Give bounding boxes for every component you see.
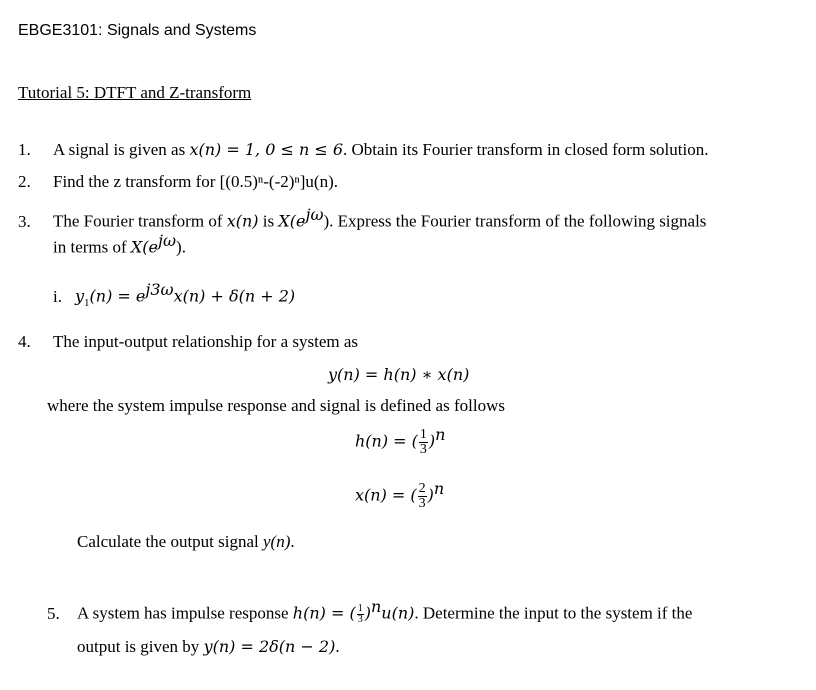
question-text: Calculate the output signal: [77, 532, 264, 551]
question-3-line-2: [53, 231, 186, 258]
impulse-response-equation: [355, 425, 445, 457]
question-text: ).: [176, 237, 186, 257]
question-text: The input-output relationship for a system as: [53, 332, 358, 351]
question-3: [18, 205, 706, 232]
fraction: [418, 482, 427, 511]
math-expression: X(e: [130, 237, 159, 257]
question-number: 4.: [18, 332, 31, 351]
math-exponent: jω: [158, 231, 177, 250]
input-signal-equation: [355, 479, 444, 511]
question-text: . Obtain its Fourier transform in closed form solution.: [343, 140, 709, 159]
math-expression: y(n) = 2δ(n − 2): [203, 637, 336, 656]
question-text: is: [258, 211, 279, 231]
subitem-label: i.: [53, 286, 62, 306]
math-expression: X(e: [278, 211, 306, 231]
convolution-equation: y(n) = h(n) ∗ x(n): [328, 365, 470, 384]
question-text: The Fourier transform of: [53, 211, 227, 231]
math-expression: x(n) = 1, 0 ≤ n ≤ 6: [189, 140, 344, 159]
question-text: in terms of: [53, 237, 131, 257]
math-expression: h(n) = (: [355, 431, 418, 451]
question-text: .: [290, 532, 295, 551]
fraction-numerator: 2: [418, 481, 426, 497]
question-text: A signal is given as: [53, 140, 190, 159]
question-text: . Determine the input to the system if the: [414, 603, 693, 623]
question-number: 2.: [18, 172, 31, 191]
math-expression: (n) = e: [89, 286, 146, 306]
question-4-calculate: [77, 532, 295, 552]
question-5: [47, 597, 692, 625]
math-expression: ): [364, 603, 371, 623]
math-exponent: n: [435, 425, 446, 444]
math-exponent: j3ω: [145, 280, 174, 299]
fraction-denominator: 3: [357, 614, 363, 626]
question-3-subitem: [53, 280, 295, 309]
fraction-denominator: 3: [418, 496, 426, 512]
math-expression: y(n): [263, 532, 291, 551]
fraction-numerator: 1: [357, 603, 363, 615]
math-expression: h(n) = (: [292, 603, 356, 623]
question-2: [18, 172, 338, 192]
fraction-denominator: 3: [419, 442, 427, 458]
tutorial-title: Tutorial 5: DTFT and Z-transform: [18, 83, 252, 102]
question-number: 1.: [18, 140, 31, 159]
math-expression: x(n): [226, 211, 259, 231]
math-exponent: n: [370, 597, 382, 616]
question-text: ). Express the Fourier transform of the following signals: [323, 211, 707, 231]
question-number: 3.: [18, 211, 31, 231]
question-text: A system has impulse response: [77, 603, 293, 623]
math-expression: ): [427, 485, 434, 505]
question-4: [18, 332, 358, 352]
math-expression: y: [75, 286, 85, 306]
fraction: [419, 428, 428, 457]
question-text: output is given by: [77, 637, 204, 656]
question-number: 5.: [47, 603, 60, 623]
question-text: .: [335, 637, 340, 656]
question-text: Find the z transform for [(0.5)ⁿ-(-2)ⁿ]u(n).: [53, 172, 338, 191]
math-subscript: 1: [84, 297, 90, 310]
math-expression: u(n): [381, 603, 415, 623]
math-expression: ): [428, 431, 436, 451]
fraction-numerator: 1: [419, 427, 427, 443]
math-expression: x(n) + δ(n + 2): [173, 286, 296, 306]
question-text: where the system impulse response and signal is defined as follows: [47, 396, 505, 415]
math-exponent: jω: [305, 205, 324, 224]
fraction: [357, 604, 364, 625]
question-5-line-2: [77, 637, 340, 657]
question-1: [18, 140, 708, 160]
course-title: EBGE3101: Signals and Systems: [18, 22, 257, 39]
math-exponent: n: [433, 479, 445, 498]
math-expression: x(n) = (: [355, 485, 417, 505]
